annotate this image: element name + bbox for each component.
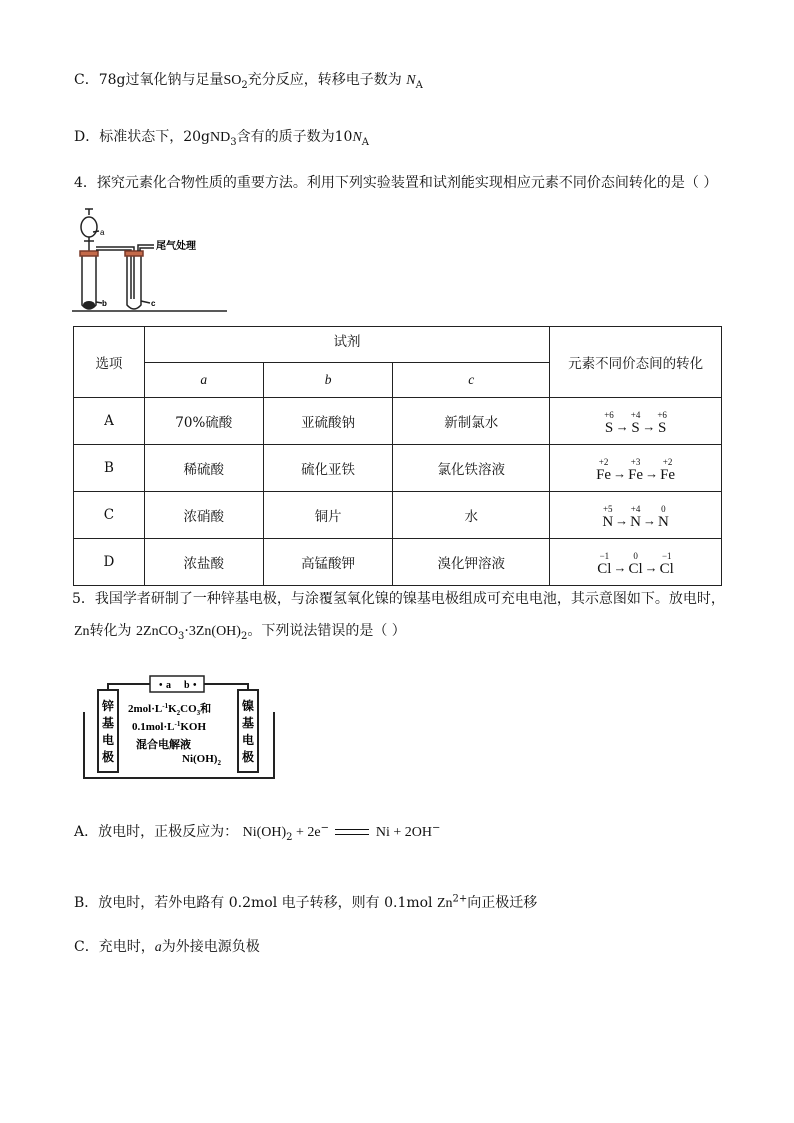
zinc-electrode-char: 极 xyxy=(101,750,115,764)
battery-diagram xyxy=(82,672,278,782)
terminal-b: b xyxy=(184,680,190,691)
q4-stem: 4．探究元素化合物性质的重要方法。利用下列实验装置和试剂能实现相应元素不同价态间转化的是（ ） xyxy=(74,175,718,191)
apparatus-label-a: a xyxy=(100,228,105,237)
zinc-electrode-char: 基 xyxy=(101,716,115,730)
electrolyte-line-3: 混合电解液 xyxy=(136,738,191,751)
q5-stem-line1: 5．我国学者研制了一种锌基电极，与涂覆氢氧化镍的镍基电极组成可充电电池，其示意图如下。放电时， xyxy=(72,591,725,607)
equals-double-line xyxy=(335,829,369,835)
nickel-electrode-char: 镍 xyxy=(241,699,255,713)
apparatus-figure xyxy=(72,207,232,315)
q4-options-table xyxy=(73,326,722,586)
nickel-electrode-char: 基 xyxy=(241,716,255,730)
q3-option-c: C．78g过氧化钠与足量$SO_2$充分反应，转移电子数为 $N_A$ xyxy=(74,72,423,91)
q5-stem-line2: Zn转化为 $2ZnCO_3\cdot 3Zn(OH)_2$。下列说法错误的是（ ） xyxy=(74,623,406,642)
table-row: C 浓硝酸 铜片 水 +5 N → +4 N → 0 N xyxy=(74,492,722,539)
subheader-b: b xyxy=(263,363,393,398)
oxidation-conversion: +5 N → +4 N → 0 N xyxy=(602,504,669,530)
subheader-c: c xyxy=(393,363,550,398)
q5-option-c: C．充电时，a为外接电源负极 xyxy=(74,939,260,955)
apparatus-label-c: c xyxy=(151,299,156,308)
header-option: 选项 xyxy=(74,327,145,398)
header-conversion: 元素不同价态间的转化 xyxy=(550,327,722,398)
oxidation-conversion: −1 Cl → 0 Cl → −1 Cl xyxy=(597,551,674,577)
electrolyte-line-4: $Ni(OH)_2$ xyxy=(182,753,221,767)
svg-text:•: • xyxy=(193,680,197,691)
q5-option-b: B．放电时，若外电路有 0.2mol 电子转移，则有 0.1mol $Zn^{2+}$向正极迁移 xyxy=(74,893,538,911)
table-row: B 稀硫酸 硫化亚铁 氯化铁溶液 +2 Fe → +3 Fe → +2 Fe xyxy=(74,445,722,492)
header-reagent: 试剂 xyxy=(144,327,549,363)
terminal-a: a xyxy=(166,680,171,691)
nickel-electrode-char: 电 xyxy=(241,733,255,747)
oxidation-conversion: +2 Fe → +3 Fe → +2 Fe xyxy=(596,457,676,483)
apparatus-exhaust-label: 尾气处理 xyxy=(156,241,196,252)
table-row: D 浓盐酸 高锰酸钾 溴化钾溶液 −1 Cl → 0 Cl → −1 Cl xyxy=(74,539,722,586)
nickel-electrode-char: 极 xyxy=(241,750,255,764)
q3-option-d: D．标准状态下，20gND$_3$含有的质子数为$10N_A$ xyxy=(74,129,370,148)
electrolyte-line-1: $2mol\cdot L^{-1}K_2CO_3$和 xyxy=(128,702,212,717)
electrolyte-line-2: $0.1mol\cdot L^{-1}KOH$ xyxy=(132,720,206,733)
oxidation-conversion: +6 S → +4 S → +6 S xyxy=(604,410,667,436)
zinc-electrode-char: 电 xyxy=(101,733,115,747)
apparatus-label-b: b xyxy=(102,299,107,308)
svg-text:•: • xyxy=(159,680,163,691)
subheader-a: a xyxy=(144,363,263,398)
table-row: A 70%硫酸 亚硫酸钠 新制氯水 +6 S → +4 S → +6 S xyxy=(74,398,722,445)
zinc-electrode-char: 锌 xyxy=(101,699,115,713)
q5-option-a: A．放电时，正极反应为： $Ni(OH)_2 + 2e^-$ Ni + 2OH− xyxy=(74,822,441,843)
